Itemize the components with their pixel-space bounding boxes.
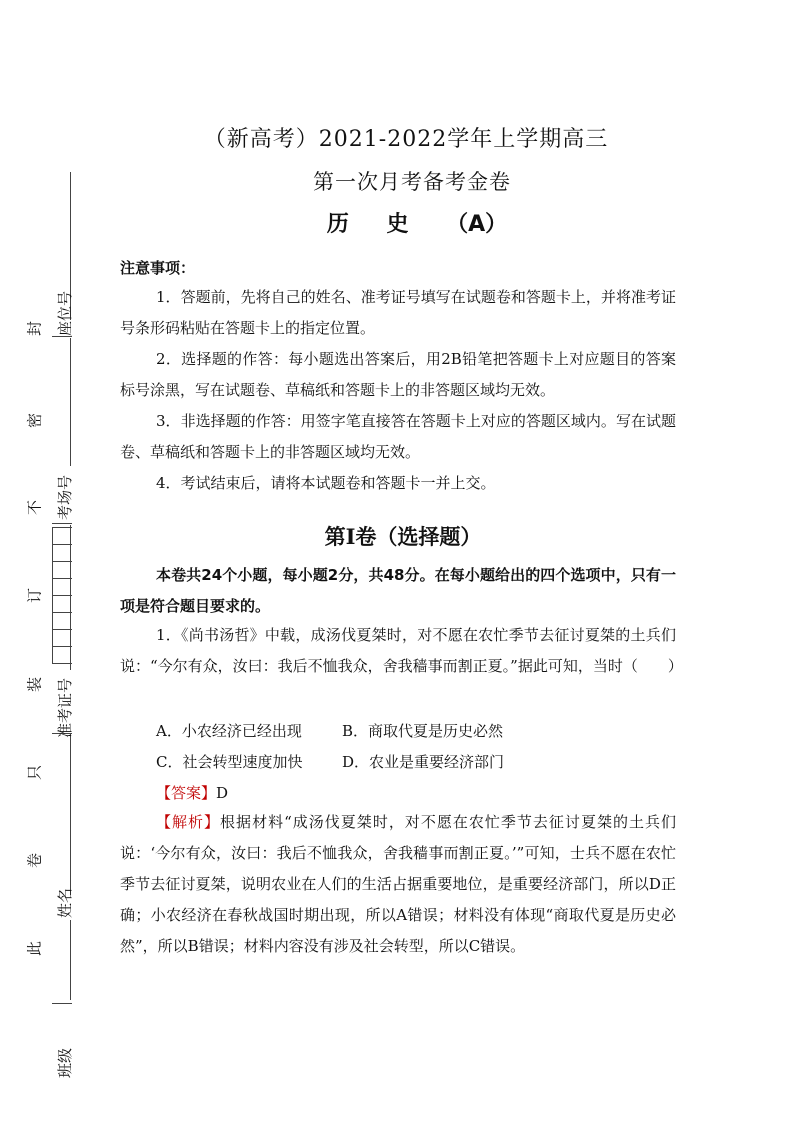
subject-title: 历 史 （A）: [326, 212, 508, 237]
seal-char: 密: [25, 413, 44, 429]
analysis-text: 根据材料“成汤伐夏桀时，对不愿在农忙季节去征讨夏桀的土兵们说：‘今尔有众，汝曰：我后不恤我众，舍我穑事而割正夏。’”可知，士兵不愿在农忙季节去征讨夏桀，说明农业在人们的生活占据重要地位，是重要经济部门，所以D正确；小农经济在春秋战国时期出现，所以A错误；材料没有体现“商取代夏是历史必然”，所以B错误；材料内容没有涉及社会转型，所以C错误。: [120, 813, 676, 955]
name-label: 姓名: [56, 887, 74, 918]
notice-item-1: 1．答题前，先将自己的姓名、准考证号填写在试题卷和答题卡上，并将准考证号条形码粘贴在答题卡上的指定位置。: [120, 288, 676, 337]
analysis: [120, 807, 676, 962]
grid-row: [52, 612, 72, 613]
grid-row: [52, 595, 72, 596]
seal-char: 不: [25, 500, 44, 516]
answer-line: [156, 782, 228, 803]
seal-char: 此: [25, 941, 44, 957]
option-c: C．社会转型速度加快: [156, 753, 303, 771]
grid-row: [52, 561, 72, 562]
grid-row: [52, 629, 72, 630]
binding-hline-4: [52, 1003, 72, 1004]
exam-room-label: 考场号: [56, 474, 74, 520]
analysis-tag: 【解析】: [156, 813, 221, 831]
class-label: 班级: [56, 1047, 74, 1078]
seal-char: 装: [25, 677, 44, 693]
seal-char: 订: [25, 588, 44, 604]
seal-char: 卷: [25, 853, 44, 869]
binding-line-bottom: [70, 920, 71, 1000]
exam-subtitle: 第一次月考备考金卷: [313, 170, 511, 194]
grid-row: [52, 578, 72, 579]
exam-title: （新高考）2021-2022学年上学期高三: [203, 127, 609, 152]
seat-number-label: 座位号: [56, 290, 74, 336]
admission-number-label: 准考证号: [56, 677, 74, 738]
binding-line-mid1: [70, 338, 71, 466]
notice-item-4: 4．考试结束后，请将本试题卷和答题卡一并上交。: [156, 474, 496, 492]
seal-char: 封: [25, 321, 44, 337]
notice-item-2: 2．选择题的作答：每小题选出答案后，用2B铅笔把答题卡上对应题目的答案标号涂黑，写在试题卷、草稿纸和答题卡上的非答题区域均无效。: [120, 350, 676, 399]
option-b: B．商取代夏是历史必然: [342, 722, 504, 740]
option-d: D．农业是重要经济部门: [342, 753, 505, 771]
notice-heading: 注意事项：: [120, 259, 196, 277]
section-instruction: 本卷共24个小题，每小题2分，共48分。在每小题给出的四个选项中，只有一项是符合题目要求的。: [120, 566, 676, 615]
option-a: A．小农经济已经出现: [156, 722, 302, 740]
binding-hline-1: [52, 336, 72, 337]
binding-line-mid3: [70, 733, 71, 895]
grid-row: [52, 663, 72, 664]
grid-row: [52, 646, 72, 647]
answer-value: D: [216, 784, 229, 802]
seal-char: 只: [25, 765, 44, 781]
notice-item-3: 3．非选择题的作答：用签字笔直接答在答题卡上对应的答题区域内。写在试题卷、草稿纸和答题卡上的非答题区域均无效。: [120, 412, 676, 461]
answer-tag: 【答案】: [156, 784, 217, 802]
section-title: 第Ⅰ卷（选择题）: [324, 524, 482, 549]
question-stem: 1．《尚书汤哲》中载，成汤伐夏桀时，对不愿在农忙季节去征讨夏桀的土兵们说：“今尔有众，汝曰：我后不恤我众，舍我穑事而割正夏。”据此可知，当时（ ）: [120, 626, 683, 675]
